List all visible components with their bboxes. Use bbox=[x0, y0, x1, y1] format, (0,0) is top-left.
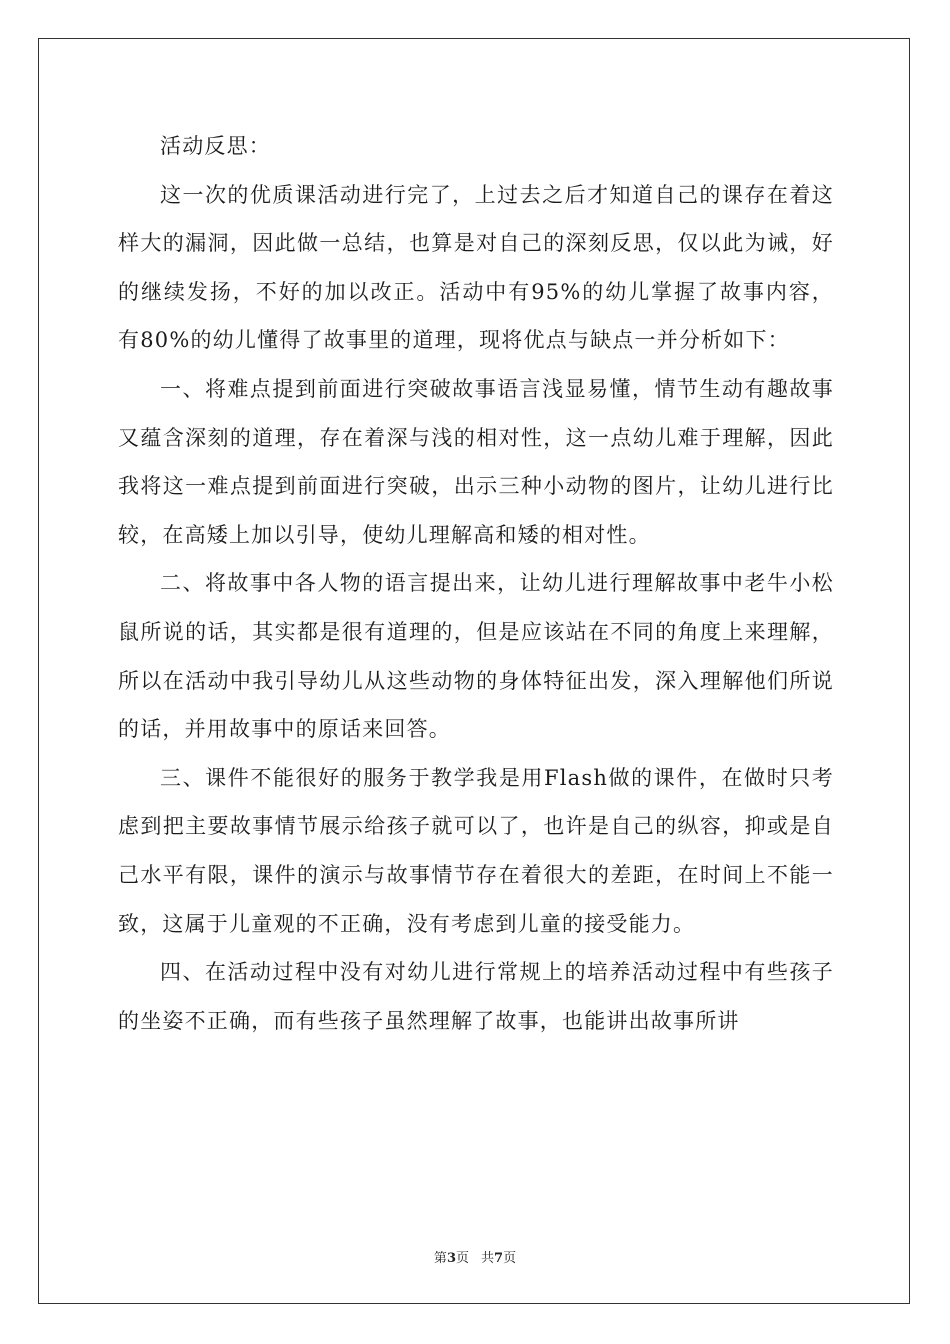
paragraph: 三、课件不能很好的服务于教学我是用Flash做的课件，在做时只考虑到把主要故事情节展示给孩子就可以了，也许是自己的纵容，抑或是自己水平有限，课件的演示与故事情节存在着很大的差距，在时间上不能一致，这属于儿童观的不正确，没有考虑到儿童的接受能力。 bbox=[118, 765, 834, 936]
page-prefix: 第 bbox=[433, 1251, 447, 1266]
document-body bbox=[118, 122, 834, 1045]
paragraph: 一、将难点提到前面进行突破故事语言浅显易懂，情节生动有趣故事又蕴含深刻的道理，存在着深与浅的相对性，这一点幼儿难于理解，因此我将这一难点提到前面进行突破，出示三种小动物的图片，让幼儿进行比较，在高矮上加以引导，使幼儿理解高和矮的相对性。 bbox=[118, 376, 834, 547]
total-prefix: 共 bbox=[481, 1251, 495, 1266]
paragraph: 四、在活动过程中没有对幼儿进行常规上的培养活动过程中有些孩子的坐姿不正确，而有些孩子虽然理解了故事，也能讲出故事所讲 bbox=[118, 960, 834, 1033]
page-footer bbox=[0, 1247, 950, 1266]
page-suffix: 页 bbox=[455, 1251, 469, 1266]
paragraph-heading: 活动反思： bbox=[160, 134, 271, 158]
total-suffix: 页 bbox=[503, 1251, 517, 1266]
paragraph: 二、将故事中各人物的语言提出来，让幼儿进行理解故事中老牛小松鼠所说的话，其实都是很有道理的，但是应该站在不同的角度上来理解，所以在活动中我引导幼儿从这些动物的身体特征出发，深入理解他们所说的话，并用故事中的原话来回答。 bbox=[118, 571, 834, 742]
paragraph: 这一次的优质课活动进行完了，上过去之后才知道自己的课存在着这样大的漏洞，因此做一总结，也算是对自己的深刻反思，仅以此为诫，好的继续发扬，不好的加以改正。活动中有95%的幼儿掌握了故事内容，有80%的幼儿懂得了故事里的道理，现将优点与缺点一并分析如下： bbox=[118, 182, 834, 353]
page-total: 7 bbox=[494, 1251, 504, 1266]
page-current: 3 bbox=[446, 1251, 456, 1266]
